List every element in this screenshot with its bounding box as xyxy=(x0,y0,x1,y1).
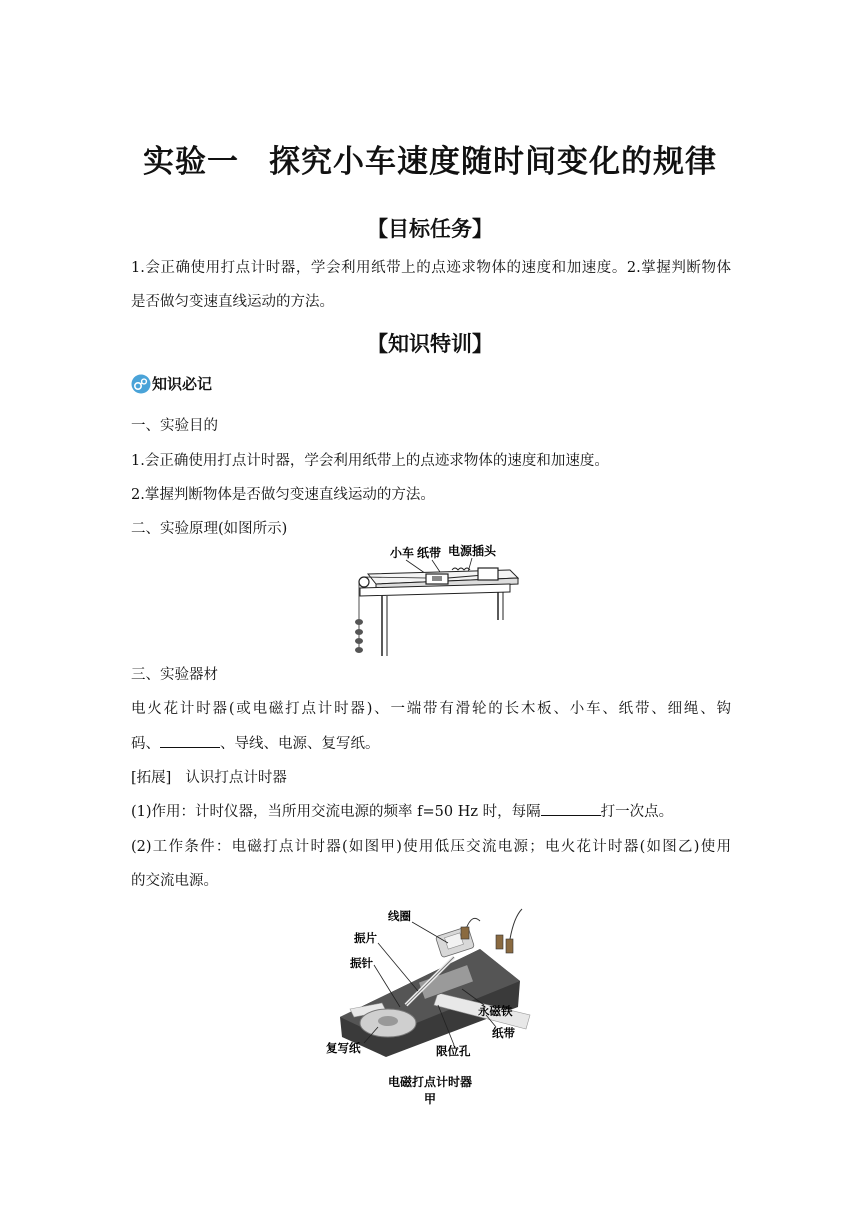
label-carbon-paper: 复写纸 xyxy=(326,1041,361,1055)
extension-tag: [拓展] xyxy=(131,770,172,786)
label-limit-hole: 限位孔 xyxy=(436,1044,471,1058)
label-tape: 纸带 xyxy=(417,546,442,560)
working-condition-line-1: (2)工作条件：电磁打点计时器(如图甲)使用低压交流电源；电火花计时器(如图乙)使用 xyxy=(131,839,731,855)
heading-purpose: 一、实验目的 xyxy=(131,418,218,434)
extension-heading xyxy=(131,763,731,793)
equipment-line-1: 电火花计时器(或电磁打点计时器)、一端带有滑轮的长木板、小车、纸带、细绳、钩 xyxy=(131,701,731,717)
purpose-item-2: 2.掌握判断物体是否做匀变速直线运动的方法。 xyxy=(131,487,435,503)
goal-line-2: 是否做匀变速直线运动的方法。 xyxy=(131,294,334,310)
electromagnetic-timer-figure xyxy=(320,905,540,1110)
equipment-line-2: 码、 、导线、电源、复写纸。 xyxy=(131,729,731,759)
label-paper-tape: 纸带 xyxy=(492,1026,515,1040)
section-heading-goals: 【目标任务】 xyxy=(367,216,493,241)
knowledge-heading xyxy=(131,373,212,394)
answer-blank-1[interactable] xyxy=(160,733,220,748)
label-needle: 振针 xyxy=(350,956,373,970)
knowledge-icon xyxy=(131,374,151,394)
timer-function-line: (1)作用：计时仪器，当所用交流电源的频率 f=50 Hz 时，每隔 打一次点。 xyxy=(131,797,731,827)
purpose-item-1: 1.会正确使用打点计时器，学会利用纸带上的点迹求物体的速度和加速度。 xyxy=(131,453,609,469)
page-title xyxy=(0,136,860,181)
label-car: 小车 xyxy=(390,546,415,560)
goal-line-1: 1.会正确使用打点计时器，学会利用纸带上的点迹求物体的速度和加速度。2.掌握判断物体 xyxy=(131,260,731,276)
label-power-plug: 电源插头 xyxy=(448,544,497,558)
label-magnet: 永磁铁 xyxy=(478,1004,513,1018)
apparatus-figure xyxy=(340,540,530,658)
knowledge-heading-label: 知识必记 xyxy=(152,375,213,393)
figure-caption-label: 甲 xyxy=(423,1092,437,1106)
title-topic: 探究小车速度随时间变化的规律 xyxy=(269,144,717,180)
answer-blank-2[interactable] xyxy=(541,801,601,816)
section-heading-knowledge: 【知识特训】 xyxy=(367,331,493,356)
figure-caption-name: 电磁打点计时器 xyxy=(387,1075,473,1089)
label-reed: 振片 xyxy=(354,931,377,945)
working-condition-line-2: 的交流电源。 xyxy=(131,873,218,889)
extension-title: 认识打点计时器 xyxy=(185,770,287,786)
heading-equipment: 三、实验器材 xyxy=(131,667,218,683)
heading-principle: 二、实验原理(如图所示) xyxy=(131,521,288,537)
label-coil: 线圈 xyxy=(388,909,411,923)
title-experiment-number: 实验一 xyxy=(143,144,239,180)
